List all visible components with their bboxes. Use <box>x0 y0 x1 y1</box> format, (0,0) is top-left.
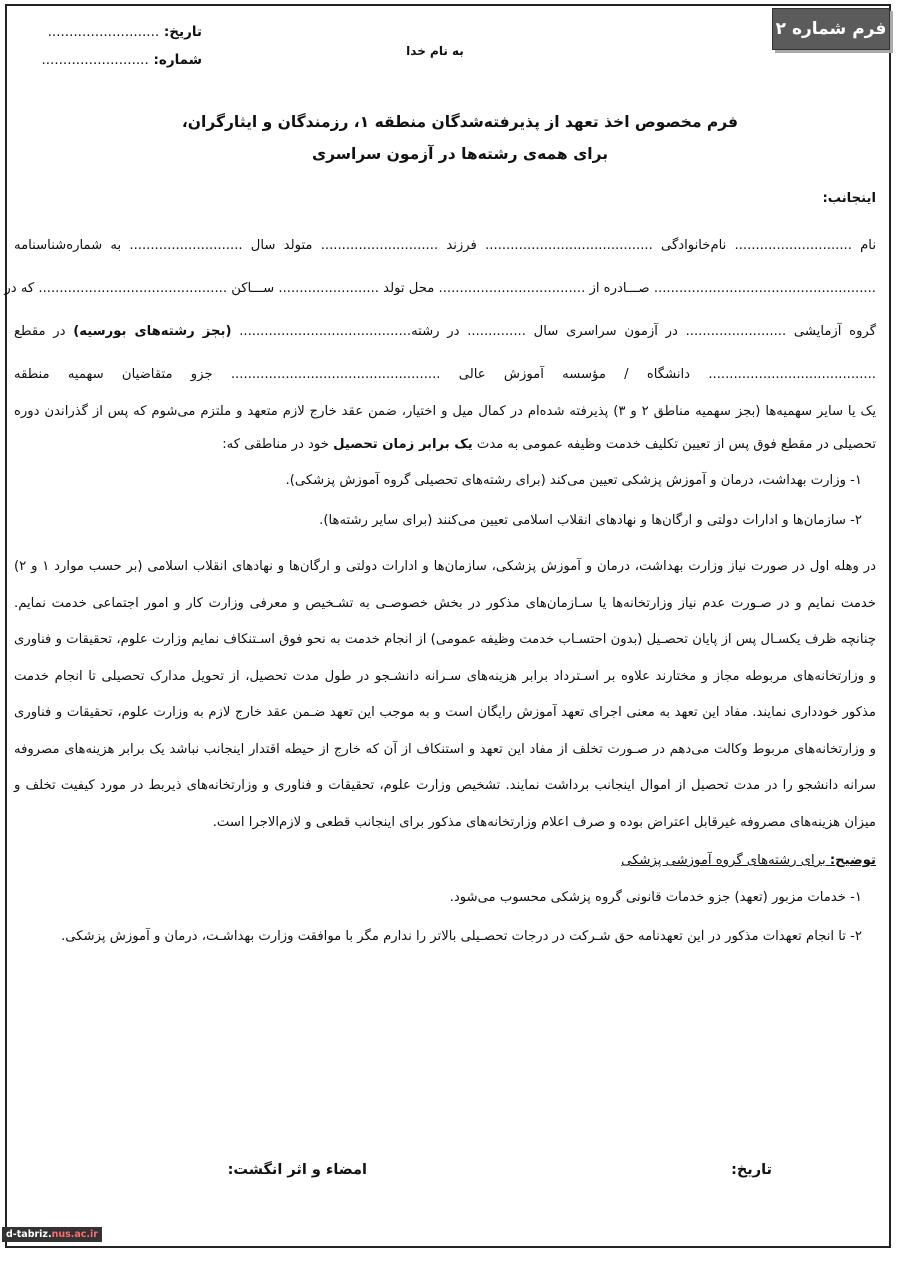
note-heading <box>14 843 876 879</box>
signature-label: امضاء و اثر انگشت: <box>227 1162 367 1178</box>
header-meta <box>22 18 202 74</box>
note-label: توضیح: <box>829 853 876 868</box>
fill-line-1: نام ............................ نام‌خانوادگی ........................................ فرزند ............................ متولد سال ........................... به شماره‌شناسنامه <box>14 238 876 253</box>
fill-line-3-start: گروه آزمایشی ........................ در آزمون سراسری سال .............. در رشته......................................... <box>239 324 876 339</box>
fill-line-2: ..................................................... صـــادره از ................................... محل تولد ........................ ســـاکن ............................................. که در <box>4 281 876 296</box>
fill-line-3 <box>14 310 876 353</box>
date-label: تاریخ: <box>163 24 202 40</box>
number-row <box>22 46 202 74</box>
commitment-paragraph <box>14 396 876 461</box>
number-label: شماره: <box>153 52 202 68</box>
signature-date-label: تاریخ: <box>731 1162 772 1178</box>
note-item: ۲- تا انجام تعهدات مذکور در این تعهدنامه حق شـرکت در درجات تحصـیلی بالاتر را ندارم مگر با موافقت وزارت بهداشـت، درمان و آموزش پزشکی. <box>61 929 862 944</box>
terms-paragraph: در وهله اول در صورت نیاز وزارت بهداشت، درمان و آموزش پزشکی، سازمان‌ها و ادارات دولتی و ارگان‌ها و نهادهای انقلاب اسلامی (بر حسب موارد ۱ و ۲) خدمت نمایم و در صـورت عدم نیاز وزارتخانه‌ها یا سـازمان‌های مذکور در بخش خصوصـی به تشـخیص و معرفی وزارت کار و امور اجتماعی خدمت نمایم. چنانچه ظرف یکسـال پس از پایان تحصـیل (بدون احتسـاب خدمت وظیفه عمومی) از انجام خدمت به نحو فوق اسـتنکاف نمایم وزارت علوم، تحقیقات و فناوری و وزارتخانه‌های مربوطه مجاز و مختارند علاوه بر اسـترداد برابر هزینه‌های سـرانه دانشـجو در طول مدت تحصیل، از تحویل مدارک تحصیلی تا انجام خدمت مذکور خودداری نمایند. مفاد این تعهد به معنی اجرای تعهد آموزش رایگان است و به موجب این تعهد ضـمن عقد خارج لازم به وزارت علوم، تحقیقات و فناوری و وزارتخانه‌های مربوط وکالت می‌دهم در صـورت تخلف از مفاد این تعهد و استنکاف از آن که خارج از حیطه اقتدار اینجانب نباشد یک برابر هزینه‌های مصروفه سرانه دانشجو را در مدت تحصیل از اموال اینجانب برداشت نمایند. تشخیص وزارت علوم، تحقیقات و فناوری و وزارتخانه‌های ذیربط در مورد کیفیت تخلف و میزان هزینه‌های مصروفه غیرقابل اعتراض بوده و صرف اعلام وزارتخانه‌های مذکور برای اینجانب قطعی و لازم‌الاجرا است. <box>14 559 876 830</box>
form-title <box>120 106 800 170</box>
date-value: .......................... <box>47 24 160 40</box>
commitment-text: یک یا سایر سهمیه‌ها (بجز سهمیه مناطق ۲ و ۳) پذیرفته شده‌ام در کمال میل و اختیار، ضمن عقد خارج لازم متعهد و ملتزم می‌شوم که پس از گذراندن دوره تحصیلی در مقطع فوق پس از تعیین تکلیف خدمت وظیفه عمومی به مدت <box>14 404 876 452</box>
note-item: ۱- خدمات مزبور (تعهد) جزو خدمات قانونی گروه پزشکی محسوب می‌شود. <box>449 890 862 905</box>
site-logo-domain: nus.ac.ir <box>51 1229 98 1240</box>
intro-label: اینجانب: <box>822 191 876 206</box>
number-value: ......................... <box>41 52 149 68</box>
commitment-text-end: خود در مناطقی که: <box>222 436 334 452</box>
list-item: ۲- سازمان‌ها و ادارات دولتی و ارگان‌ها و نهادهای انقلاب اسلامی تعیین می‌کنند (برای سایر رشته‌ها). <box>319 513 862 528</box>
fill-line-3-end: در مقطع <box>14 324 66 339</box>
list-item: ۱- وزارت بهداشت، درمان و آموزش پزشکی تعیین می‌کند (برای رشته‌های تحصیلی گروه آموزش پزشکی). <box>285 473 862 488</box>
site-logo <box>2 1227 102 1242</box>
form-number-badge: فرم شماره ۲ <box>772 8 890 50</box>
site-logo-prefix: d-tabriz. <box>6 1229 52 1240</box>
form-body <box>4 184 876 957</box>
date-row <box>22 18 202 46</box>
scholarship-exclusion: (بجز رشته‌های بورسیه) <box>73 324 232 339</box>
title-line-1: فرم مخصوص اخذ تعهد از پذیرفته‌شدگان منطقه ۱، رزمندگان و ایثارگران، <box>181 113 739 131</box>
fill-line-4: ........................................ دانشگاه / مؤسسه آموزش عالی .................................................. جزو متقاضیان سهمیه منطقه <box>14 367 876 382</box>
title-line-2: برای همه‌ی رشته‌ها در آزمون سراسری <box>311 145 609 163</box>
commitment-duration: یک برابر زمان تحصیل <box>333 436 473 452</box>
note-text: برای رشته‌های گروه آموزشی پزشکی <box>621 853 830 868</box>
basmala: به نام خدا <box>406 44 464 58</box>
